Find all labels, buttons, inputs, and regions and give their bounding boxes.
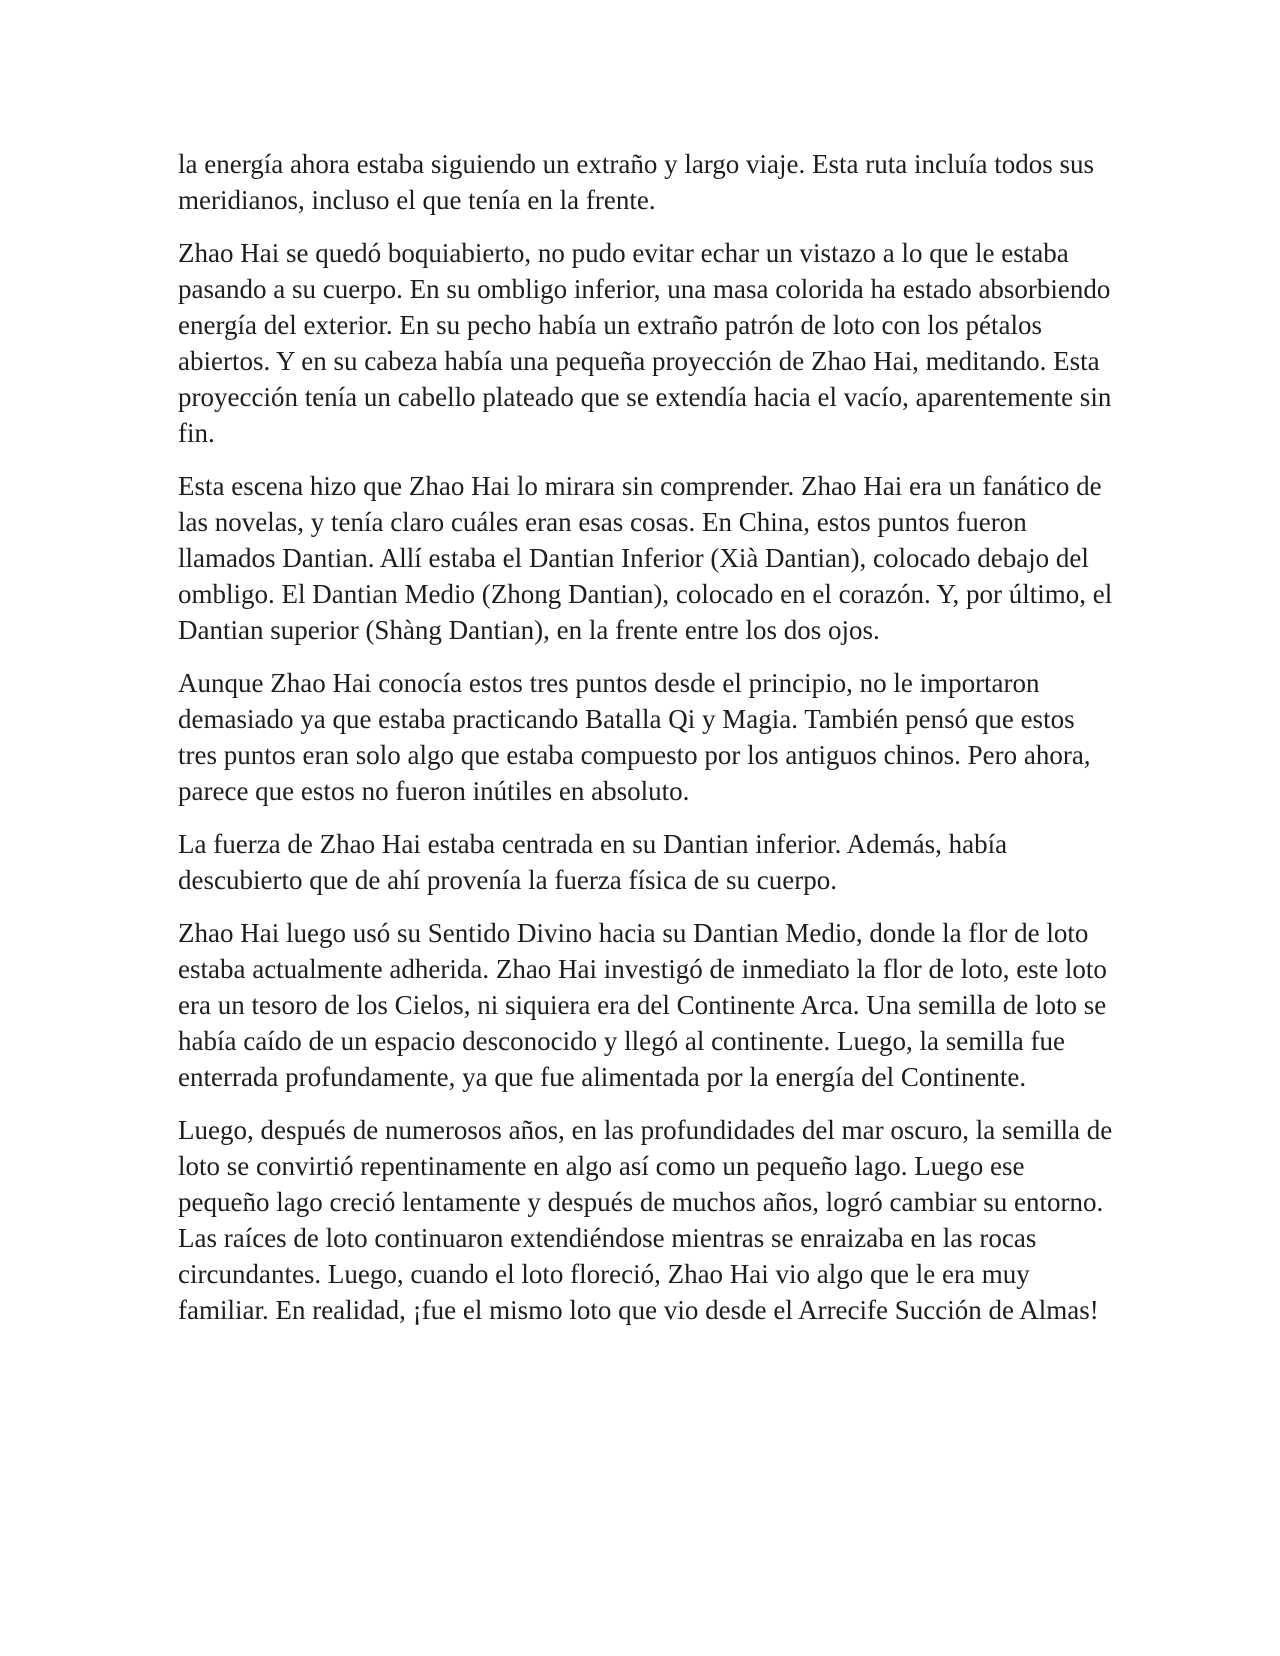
paragraph: Aunque Zhao Hai conocía estos tres puntos desde el principio, no le importaron demasiado ya que estaba practicando Batalla Qi y Magia. También pensó que estos tres puntos eran solo algo que estaba compuesto por los antiguos chinos. Pero ahora, parece que estos no fueron inútiles en absoluto. [178, 668, 1091, 806]
paragraph: La fuerza de Zhao Hai estaba centrada en su Dantian inferior. Además, había descubierto que de ahí provenía la fuerza física de su cuerpo. [178, 829, 1008, 895]
paragraph: Zhao Hai se quedó boquiabierto, no pudo evitar echar un vistazo a lo que le estaba pasando a su cuerpo. En su ombligo inferior, una masa colorida ha estado absorbiendo energía del exterior. En su pecho había un extraño patrón de loto con los pétalos abiertos. Y en su cabeza había una pequeña proyección de Zhao Hai, meditando. Esta proyección tenía un cabello plateado que se extendía hacia el vacío, aparentemente sin fin. [178, 238, 1112, 448]
document-body [178, 146, 1118, 1345]
paragraph: Esta escena hizo que Zhao Hai lo mirara sin comprender. Zhao Hai era un fanático de las novelas, y tenía claro cuáles eran esas cosas. En China, estos puntos fueron llamados Dantian. Allí estaba el Dantian Inferior (Xià Dantian), colocado debajo del ombligo. El Dantian Medio (Zhong Dantian), colocado en el corazón. Y, por último, el Dantian superior (Shàng Dantian), en la frente entre los dos ojos. [178, 471, 1113, 645]
paragraph: la energía ahora estaba siguiendo un extraño y largo viaje. Esta ruta incluía todos sus meridianos, incluso el que tenía en la frente. [178, 149, 1094, 215]
paragraph: Zhao Hai luego usó su Sentido Divino hacia su Dantian Medio, donde la flor de loto estaba actualmente adherida. Zhao Hai investigó de inmediato la flor de loto, este loto era un tesoro de los Cielos, ni siquiera era del Continente Arca. Una semilla de loto se había caído de un espacio desconocido y llegó al continente. Luego, la semilla fue enterrada profundamente, ya que fue alimentada por la energía del Continente. [178, 918, 1107, 1092]
paragraph: Luego, después de numerosos años, en las profundidades del mar oscuro, la semilla de loto se convirtió repentinamente en algo así como un pequeño lago. Luego ese pequeño lago creció lentamente y después de muchos años, logró cambiar su entorno. Las raíces de loto continuaron extendiéndose mientras se enraizaba en las rocas circundantes. Luego, cuando el loto floreció, Zhao Hai vio algo que le era muy familiar. En realidad, ¡fue el mismo loto que vio desde el Arrecife Succión de Almas! [178, 1115, 1113, 1325]
